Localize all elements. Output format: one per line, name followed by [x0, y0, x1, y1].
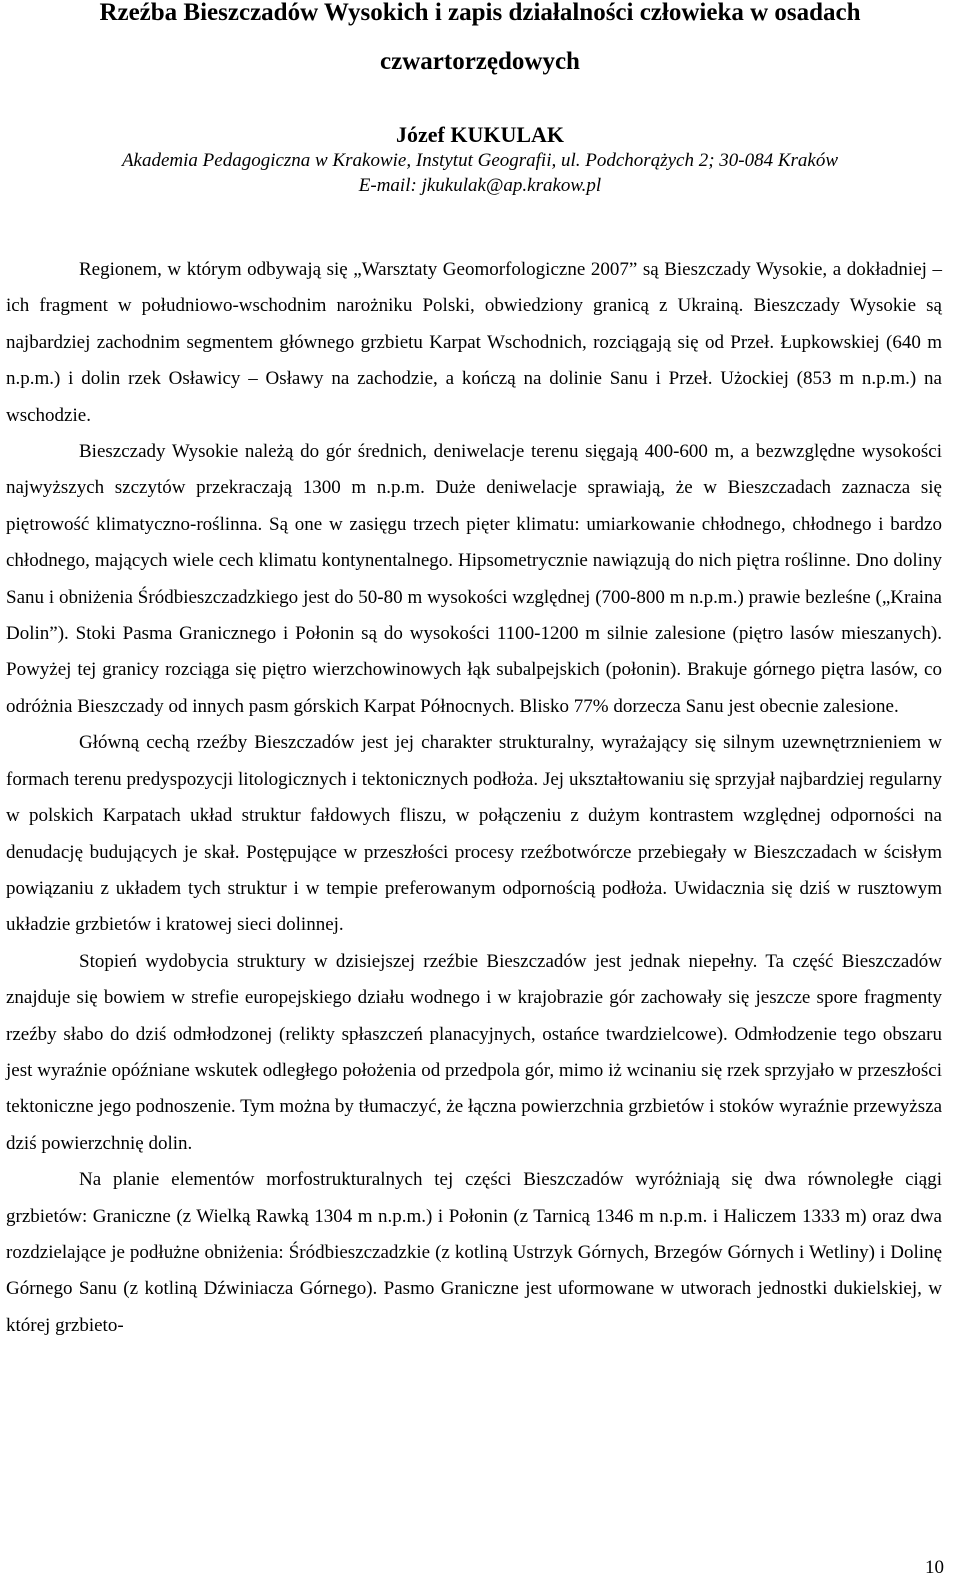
page-number: 10 [925, 1557, 944, 1578]
author-affiliation: Akademia Pedagogiczna w Krakowie, Instytut Geografii, ul. Podchorążych 2; 30-084 Kraków [121, 150, 839, 171]
paragraph: Główną cechą rzeźby Bieszczadów jest jej charakter strukturalny, wyrażający się silnym uzewnętrznieniem w formach terenu predyspozycji litologicznych i tektonicznych podłoża. Jej ukształtowaniu się sprzyjał najbardziej regularny w polskich Karpatach układ struktur fałdowych fliszu, w połączeniu z dużym kontrastem względnej odporności na denudację budujących je skał. Postępujące w przeszłości procesy rzeźbotwórcze przebiegały w Bieszczadach w ścisłym powiązaniu z układem tych struktur i w tempie preferowanym odpornością podłoża. Uwidacznia się dziś w rusztowym układzie grzbietów i kratowej sieci dolinnej. [6, 732, 942, 936]
title-line-2: czwartorzędowych [380, 48, 580, 75]
author-name: Józef KUKULAK [395, 122, 565, 147]
paragraph: Bieszczady Wysokie należą do gór średnich, deniwelacje terenu sięgają 400-600 m, a bezwzględne wysokości najwyższych szczytów przekraczają 1300 m n.p.m. Duże deniwelacje sprawiają, że w Bieszczadach zaznacza się piętrowość klimatyczno-roślinna. Są one w zasięgu trzech pięter klimatu: umiarkowanie chłodnego, chłodnego i bardzo chłodnego, mających wiele cech klimatu kontynentalnego. Hipsometrycznie nawiązują do nich piętra roślinne. Dno doliny Sanu i obniżenia Śródbieszczadzkiego jest do 50-80 m wysokości względnej (700-800 m n.p.m.) prawie bezleśne („Kraina Dolin”). Stoki Pasma Granicznego i Połonin są do wysokości 1100-1200 m silnie zalesione (piętro lasów mieszanych). Powyżej tej granicy rozciąga się piętro wierzchowinowych łąk subalpejskich (połonin). Brakuje górnego piętra lasów, co odróżnia Bieszczady od innych pasm górskich Karpat Północnych. Blisko 77% dorzecza Sanu jest obecnie zalesione. [6, 441, 942, 717]
body-text [6, 252, 942, 1344]
paragraph: Stopień wydobycia struktury w dzisiejszej rzeźbie Bieszczadów jest jednak niepełny. Ta część Bieszczadów znajduje się bowiem w strefie europejskiego działu wodnego i w krajobrazie gór zachowały się jeszcze spore fragmenty rzeźby słabo do dziś odmłodzonej (relikty spłaszczeń planacyjnych, ostańce twardzielcowe). Odmłodzenie tego obszaru jest wyraźnie opóźniane wskutek odległego położenia od przedpola gór, mimo iż wcinaniu się rzek sprzyjało w przeszłości tektoniczne jego podnoszenie. Tym można by tłumaczyć, że łączna powierzchnia grzbietów i stoków wyraźnie przewyższa dziś powierzchnię dolin. [6, 950, 942, 1154]
paragraph: Regionem, w którym odbywają się „Warsztaty Geomorfologiczne 2007” są Bieszczady Wysokie, a dokładniej – ich fragment w południowo-wschodnim narożniku Polski, obwiedziony granicą z Ukrainą. Bieszczady Wysokie są najbardziej zachodnim segmentem głównego grzbietu Karpat Wschodnich, rozciągają się od Przeł. Łupkowskiej (640 m n.p.m.) i dolin rzek Osławicy – Osławy na zachodzie, a kończą na dolinie Sanu i Przeł. Użockiej (853 m n.p.m.) na wschodzie. [6, 259, 942, 426]
title-line-1: Rzeźba Bieszczadów Wysokich i zapis działalności człowieka w osadach [99, 0, 861, 26]
author-email: E-mail: jkukulak@ap.krakow.pl [358, 175, 602, 196]
paragraph: Na planie elementów morfostrukturalnych tej części Bieszczadów wyróżniają się dwa równoległe ciągi grzbietów: Graniczne (z Wielką Rawką 1304 m n.p.m.) i Połonin (z Tarnicą 1346 m n.p.m. i Haliczem 1333 m) oraz dwa rozdzielające je podłużne obniżenia: Śródbieszczadzkie (z kotliną Ustrzyk Górnych, Brzegów Górnych i Wetliny) i Dolinę Górnego Sanu (z kotliną Dźwiniacza Górnego). Pasmo Graniczne jest uformowane w utworach jednostki dukielskiej, w której grzbieto- [6, 1169, 942, 1336]
